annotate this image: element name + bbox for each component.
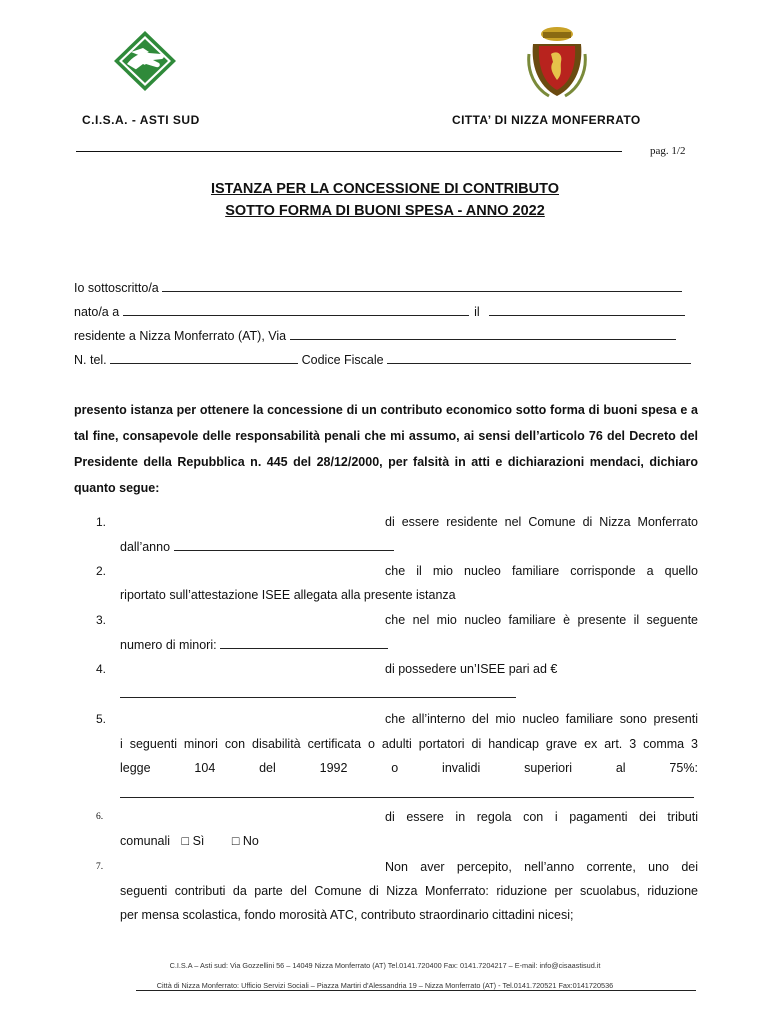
field-blank-anno[interactable] xyxy=(174,539,394,551)
item-cont-5-line2 xyxy=(120,761,698,775)
page-number: pag. 1/2 xyxy=(650,145,686,157)
item-cont-6-label: comunali xyxy=(120,834,171,848)
item-text-6: di essere in regola con i pagamenti dei tributi xyxy=(385,810,698,824)
item-cont-2: riportato sull’attestazione ISEE allegata alla presente istanza xyxy=(120,588,456,602)
item-cont-6 xyxy=(120,834,698,848)
document-title-line1: ISTANZA PER LA CONCESSIONE DI CONTRIBUTO xyxy=(210,181,559,197)
item-cont-7-line2: per mensa scolastica, fondo morosità ATC, contributo straordinario cittadini nicesi; xyxy=(120,908,574,922)
field-label-sottoscritto: Io sottoscritto/a xyxy=(74,281,159,295)
header-divider xyxy=(76,151,622,152)
checkbox-si-label: Sì xyxy=(192,834,205,848)
field-nato xyxy=(74,304,698,319)
checkbox-si[interactable] xyxy=(182,834,205,848)
item-text-4: di possedere un’ISEE pari ad € xyxy=(385,662,558,676)
item-text-1: di essere residente nel Comune di Nizza Monferrato xyxy=(385,515,698,529)
item-number-5: 5. xyxy=(96,712,107,726)
checkbox-box-icon: □ xyxy=(231,834,240,848)
item5-word: invalidi xyxy=(442,761,481,775)
header-right-org: CITTA’ DI NIZZA MONFERRATO xyxy=(452,113,641,127)
item-text-3: che nel mio nucleo familiare è presente il seguente xyxy=(385,613,698,627)
intro-paragraph: presento istanza per ottenere la concessione di un contributo economico sotto forma di buoni spesa e a tal fine, consapevole delle responsabilità penali che mi assumo, ai sensi dell’articolo 76 del Decreto del Presidente della Repubblica n. 445 del 28/12/2000, per falsità in atti e dichiarazioni mendaci, dichiaro quanto segue: xyxy=(74,403,698,495)
checkbox-box-icon: □ xyxy=(181,834,190,848)
field-label-tel: N. tel. xyxy=(74,353,107,367)
field-blank-nato[interactable] xyxy=(123,304,469,316)
footer-line2: Città di Nizza Monferrato: Ufficio Servizi Sociali – Piazza Martiri d'Alessandria 19 – Nizza Monferrato (AT) - Tel.0141.720521 Fax:0141720536 xyxy=(156,981,614,990)
item-cont-3-label: numero di minori: xyxy=(120,638,217,652)
item5-word: legge xyxy=(120,761,151,775)
item-text-7: Non aver percepito, nell’anno corrente, uno dei xyxy=(385,860,698,874)
item-cont-7-line1: seguenti contributi da parte del Comune di Nizza Monferrato: riduzione per scuolabus, riduzione xyxy=(120,884,698,898)
header-left-org: C.I.S.A. - ASTI SUD xyxy=(82,113,200,127)
item5-word: o xyxy=(391,761,399,775)
field-label-nato: nato/a a xyxy=(74,305,120,319)
item-cont-5-line1: i seguenti minori con disabilità certificata o adulti portatori di handicap grave ex art. 3 comma 3 xyxy=(120,737,698,751)
nizza-crest-icon xyxy=(527,24,587,100)
field-contacts xyxy=(74,352,698,367)
field-blank-via[interactable] xyxy=(290,328,676,340)
item-number-2: 2. xyxy=(96,564,107,578)
field-blank-cf[interactable] xyxy=(387,352,691,364)
item-cont-1-label: dall’anno xyxy=(120,540,171,554)
checkbox-no[interactable] xyxy=(232,834,259,848)
cisa-hands-logo-icon xyxy=(113,30,177,92)
item5-word: superiori xyxy=(524,761,573,775)
item5-word: 104 xyxy=(194,761,216,775)
item5-word: 1992 xyxy=(319,761,348,775)
field-blank-minori[interactable] xyxy=(220,637,388,649)
item-number-6: 6. xyxy=(96,812,104,822)
item5-word: 75%: xyxy=(669,761,698,775)
field-residente xyxy=(74,328,698,343)
footer-divider xyxy=(136,990,696,991)
checkbox-no-label: No xyxy=(242,834,259,848)
item-cont-3 xyxy=(120,637,698,652)
field-blank-isee[interactable] xyxy=(120,697,516,698)
field-label-residente: residente a Nizza Monferrato (AT), Via xyxy=(74,329,287,343)
item-number-3: 3. xyxy=(96,613,107,627)
field-blank-sottoscritto[interactable] xyxy=(162,280,682,292)
item-number-1: 1. xyxy=(96,515,107,529)
item-text-5: che all’interno del mio nucleo familiare sono presenti xyxy=(385,712,698,726)
field-label-cf: Codice Fiscale xyxy=(301,353,384,367)
item-cont-1 xyxy=(120,539,698,554)
item5-word: del xyxy=(259,761,276,775)
field-label-il: il xyxy=(474,305,480,319)
item-text-2: che il mio nucleo familiare corrisponde a quello xyxy=(385,564,698,578)
document-title-line2: SOTTO FORMA DI BUONI SPESA - ANNO 2022 xyxy=(225,203,545,219)
field-blank-il[interactable] xyxy=(489,304,685,316)
item-number-7: 7. xyxy=(96,862,104,872)
field-sottoscritto xyxy=(74,280,698,295)
footer-line1: C.I.S.A – Asti sud: Via Gozzellini 56 – 14049 Nizza Monferrato (AT) Tel.0141.720400 Fax: 0141.7204217 – E-mail: info@cisaastisud.it xyxy=(169,961,601,970)
item5-word: al xyxy=(615,761,626,775)
field-blank-disabili[interactable] xyxy=(120,797,694,798)
item-number-4: 4. xyxy=(96,662,107,676)
field-blank-tel[interactable] xyxy=(110,352,298,364)
